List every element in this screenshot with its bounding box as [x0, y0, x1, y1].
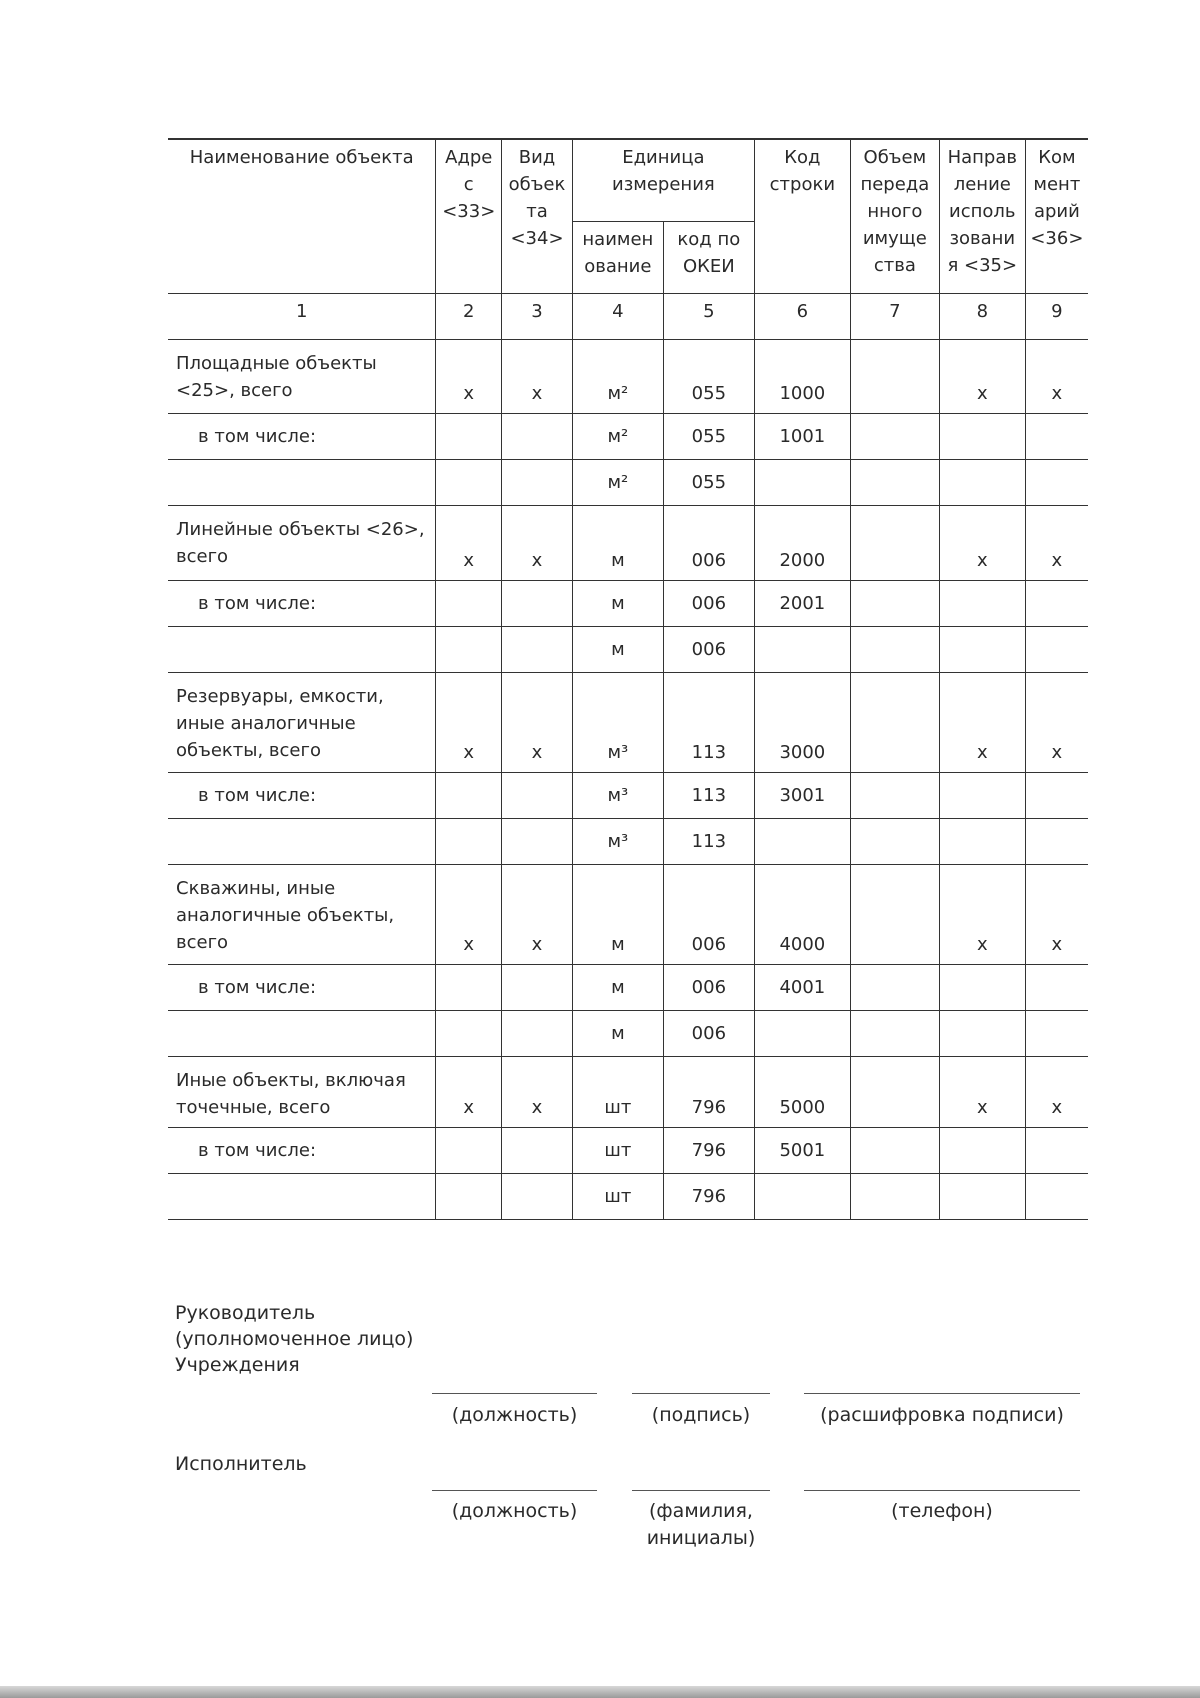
cell-dir [939, 818, 1025, 864]
cell-unit: м² [572, 459, 663, 505]
cell-dir [939, 772, 1025, 818]
col-number: 1 [168, 293, 436, 339]
cell-name [168, 1010, 436, 1056]
col-number: 8 [939, 293, 1025, 339]
total-row [168, 1056, 1088, 1127]
cell-addr [436, 626, 502, 672]
cell-dir [939, 626, 1025, 672]
cell-unit: м [572, 580, 663, 626]
cell-unit: м [572, 626, 663, 672]
header-unit-code: код по ОКЕИ [663, 221, 754, 293]
cell-comment: x [1025, 864, 1088, 964]
cell-comment [1025, 580, 1088, 626]
cell-name [168, 818, 436, 864]
cell-addr: x [436, 1056, 502, 1127]
header-comment: Ком мент арий <36> [1025, 139, 1088, 293]
cell-addr [436, 1010, 502, 1056]
cell-unit: шт [572, 1056, 663, 1127]
cell-name: в том числе: [168, 964, 436, 1010]
objects-table [168, 138, 1088, 1220]
cell-dir [939, 964, 1025, 1010]
cell-okei: 113 [663, 772, 754, 818]
cell-comment [1025, 1127, 1088, 1173]
cell-okei: 006 [663, 505, 754, 580]
cell-okei: 006 [663, 864, 754, 964]
col-number: 5 [663, 293, 754, 339]
cell-okei: 006 [663, 626, 754, 672]
header-unit: Единица измерения [572, 139, 754, 221]
cell-dir [939, 580, 1025, 626]
cell-code: 3001 [754, 772, 850, 818]
position2-line[interactable] [432, 1490, 597, 1491]
cell-name: Скважины, иные аналогичные объекты, всего [168, 864, 436, 964]
cell-dir [939, 1127, 1025, 1173]
total-row [168, 864, 1088, 964]
subtotal-row [168, 772, 1088, 818]
total-row [168, 505, 1088, 580]
cell-okei: 055 [663, 413, 754, 459]
cell-unit: м² [572, 339, 663, 413]
cell-addr [436, 1173, 502, 1219]
cell-dir: x [939, 1056, 1025, 1127]
cell-comment [1025, 626, 1088, 672]
cell-comment [1025, 1010, 1088, 1056]
header-type: Вид объек та <34> [502, 139, 573, 293]
col-number: 2 [436, 293, 502, 339]
cell-unit: м³ [572, 772, 663, 818]
position-caption: (должность) [451, 1404, 578, 1426]
cell-name: Линейные объекты <26>, всего [168, 505, 436, 580]
cell-addr [436, 580, 502, 626]
cell-code: 5000 [754, 1056, 850, 1127]
cell-code: 4001 [754, 964, 850, 1010]
cell-okei: 006 [663, 580, 754, 626]
cell-type [502, 626, 573, 672]
cell-code [754, 818, 850, 864]
empty-row [168, 1173, 1088, 1219]
cell-unit: м [572, 505, 663, 580]
cell-name: в том числе: [168, 772, 436, 818]
cell-volume [850, 459, 939, 505]
cell-code [754, 459, 850, 505]
position2-caption: (должность) [451, 1500, 578, 1522]
empty-row [168, 459, 1088, 505]
subtotal-row [168, 413, 1088, 459]
cell-type [502, 1173, 573, 1219]
cell-name: в том числе: [168, 1127, 436, 1173]
cell-okei: 006 [663, 1010, 754, 1056]
cell-volume [850, 505, 939, 580]
cell-unit: м [572, 964, 663, 1010]
cell-volume [850, 1173, 939, 1219]
position-line[interactable] [432, 1393, 597, 1394]
fio-line[interactable] [632, 1490, 770, 1491]
empty-row [168, 1010, 1088, 1056]
cell-okei: 796 [663, 1127, 754, 1173]
col-number: 9 [1025, 293, 1088, 339]
cell-comment: x [1025, 672, 1088, 772]
cell-volume [850, 864, 939, 964]
cell-comment: x [1025, 505, 1088, 580]
cell-comment [1025, 818, 1088, 864]
cell-unit: м³ [572, 672, 663, 772]
empty-row [168, 626, 1088, 672]
cell-type [502, 1127, 573, 1173]
cell-code: 2000 [754, 505, 850, 580]
cell-code [754, 1010, 850, 1056]
page-edge [0, 1686, 1200, 1698]
cell-unit: шт [572, 1127, 663, 1173]
col-number: 7 [850, 293, 939, 339]
cell-addr: x [436, 672, 502, 772]
cell-okei: 796 [663, 1056, 754, 1127]
cell-addr [436, 964, 502, 1010]
cell-type: x [502, 505, 573, 580]
cell-name: в том числе: [168, 580, 436, 626]
cell-addr: x [436, 505, 502, 580]
cell-name: в том числе: [168, 413, 436, 459]
cell-okei: 055 [663, 459, 754, 505]
header-direction: Направ ление исполь зовани я <35> [939, 139, 1025, 293]
header-volume: Объем переда нного имуще ства [850, 139, 939, 293]
cell-unit: м [572, 864, 663, 964]
cell-comment [1025, 413, 1088, 459]
cell-addr [436, 818, 502, 864]
cell-name [168, 1173, 436, 1219]
cell-volume [850, 1010, 939, 1056]
cell-volume [850, 339, 939, 413]
fio-caption: (фамилия, инициалы) [646, 1500, 756, 1549]
total-row [168, 672, 1088, 772]
cell-comment [1025, 1173, 1088, 1219]
cell-addr: x [436, 864, 502, 964]
cell-type: x [502, 339, 573, 413]
cell-code: 1000 [754, 339, 850, 413]
head-label: Руководитель (уполномоченное лицо) Учреждения [175, 1302, 414, 1376]
cell-addr [436, 772, 502, 818]
cell-name: Площадные объекты <25>, всего [168, 339, 436, 413]
decoding-caption: (расшифровка подписи) [820, 1404, 1064, 1426]
header-line-code: Код строки [754, 139, 850, 293]
cell-dir [939, 1010, 1025, 1056]
cell-unit: м² [572, 413, 663, 459]
cell-addr [436, 459, 502, 505]
cell-type: x [502, 864, 573, 964]
subtotal-row [168, 964, 1088, 1010]
cell-comment [1025, 772, 1088, 818]
signature-line[interactable] [632, 1393, 770, 1394]
cell-okei: 006 [663, 964, 754, 1010]
col-number: 4 [572, 293, 663, 339]
cell-comment: x [1025, 339, 1088, 413]
cell-dir: x [939, 339, 1025, 413]
cell-volume [850, 626, 939, 672]
cell-volume [850, 580, 939, 626]
cell-dir: x [939, 864, 1025, 964]
cell-dir: x [939, 505, 1025, 580]
cell-type: x [502, 672, 573, 772]
cell-volume [850, 1056, 939, 1127]
cell-type [502, 818, 573, 864]
cell-dir: x [939, 672, 1025, 772]
cell-comment [1025, 964, 1088, 1010]
cell-volume [850, 964, 939, 1010]
cell-type: x [502, 1056, 573, 1127]
cell-type [502, 1010, 573, 1056]
cell-name [168, 459, 436, 505]
total-row [168, 339, 1088, 413]
cell-code [754, 1173, 850, 1219]
cell-code: 4000 [754, 864, 850, 964]
cell-unit: шт [572, 1173, 663, 1219]
cell-comment [1025, 459, 1088, 505]
cell-type [502, 772, 573, 818]
cell-dir [939, 459, 1025, 505]
cell-code: 5001 [754, 1127, 850, 1173]
cell-okei: 796 [663, 1173, 754, 1219]
cell-type [502, 964, 573, 1010]
cell-okei: 055 [663, 339, 754, 413]
cell-type [502, 580, 573, 626]
cell-okei: 113 [663, 818, 754, 864]
cell-comment: x [1025, 1056, 1088, 1127]
cell-volume [850, 672, 939, 772]
cell-name [168, 626, 436, 672]
cell-addr [436, 1127, 502, 1173]
cell-addr: x [436, 339, 502, 413]
cell-volume [850, 818, 939, 864]
cell-type [502, 459, 573, 505]
cell-code: 3000 [754, 672, 850, 772]
cell-okei: 113 [663, 672, 754, 772]
header-unit-name: наимен ование [572, 221, 663, 293]
cell-dir [939, 413, 1025, 459]
cell-volume [850, 772, 939, 818]
subtotal-row [168, 580, 1088, 626]
cell-name: Резервуары, емкости, иные аналогичные объекты, всего [168, 672, 436, 772]
cell-addr [436, 413, 502, 459]
cell-name: Иные объекты, включая точечные, всего [168, 1056, 436, 1127]
col-number: 3 [502, 293, 573, 339]
cell-code: 2001 [754, 580, 850, 626]
header-name: Наименование объекта [168, 139, 436, 293]
cell-unit: м³ [572, 818, 663, 864]
cell-volume [850, 413, 939, 459]
decoding-line[interactable] [804, 1393, 1080, 1394]
cell-code [754, 626, 850, 672]
executor-label: Исполнитель [175, 1453, 307, 1475]
phone-line[interactable] [804, 1490, 1080, 1491]
cell-dir [939, 1173, 1025, 1219]
header-address: Адре с <33> [436, 139, 502, 293]
cell-volume [850, 1127, 939, 1173]
subtotal-row [168, 1127, 1088, 1173]
cell-type [502, 413, 573, 459]
col-number: 6 [754, 293, 850, 339]
cell-unit: м [572, 1010, 663, 1056]
column-numbers-row [168, 293, 1088, 339]
cell-code: 1001 [754, 413, 850, 459]
phone-caption: (телефон) [891, 1500, 993, 1522]
empty-row [168, 818, 1088, 864]
signature-caption: (подпись) [651, 1404, 751, 1426]
